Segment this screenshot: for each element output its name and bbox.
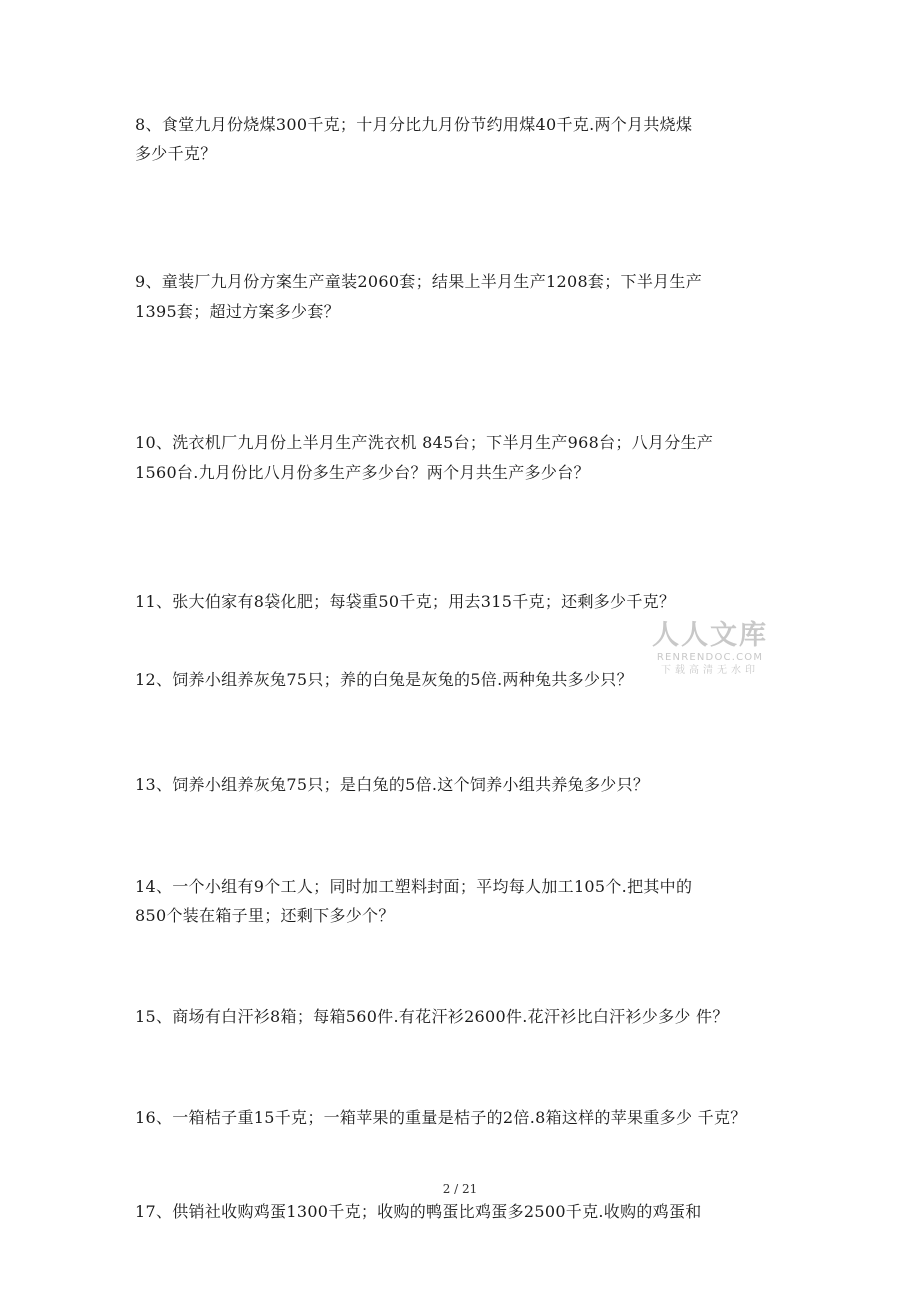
question-14-line-2: 850个装在箱子里；还剩下多少个？ bbox=[135, 906, 395, 925]
question-15-line-1: 15、商场有白汗衫8箱；每箱560件.有花汗衫2600件.花汗衫比白汗衫少多少 件？ bbox=[135, 1007, 729, 1026]
question-8-line-1: 8、食堂九月份烧煤300千克；十月分比九月份节约用煤40千克.两个月共烧煤 bbox=[135, 115, 693, 134]
question-14-line-1: 14、一个小组有9个工人；同时加工塑料封面；平均每人加工105个.把其中的 bbox=[135, 877, 693, 896]
question-9-line-1: 9、童装厂九月份方案生产童装2060套；结果上半月生产1208套；下半月生产 bbox=[135, 272, 703, 291]
question-16-line-1: 16、一箱桔子重15千克；一箱苹果的重量是桔子的2倍.8箱这样的苹果重多少 千克？ bbox=[135, 1108, 747, 1127]
watermark-logo bbox=[645, 620, 775, 677]
page-number: 2 / 21 bbox=[442, 1182, 478, 1196]
question-12-line-1: 12、饲养小组养灰兔75只；养的白兔是灰兔的5倍.两种兔共多少只？ bbox=[135, 670, 633, 689]
watermark-title: 人人文库 bbox=[652, 620, 768, 651]
question-10-line-2: 1560台.九月份比八月份多生产多少台？两个月共生产多少台？ bbox=[135, 463, 590, 482]
question-9-line-2: 1395套；超过方案多少套？ bbox=[135, 302, 340, 321]
question-13-line-1: 13、饲养小组养灰兔75只；是白兔的5倍.这个饲养小组共养兔多少只？ bbox=[135, 775, 650, 794]
question-10-line-1: 10、洗衣机厂九月份上半月生产洗衣机 845台；下半月生产968台；八月分生产 bbox=[135, 433, 714, 452]
question-11-line-1: 11、张大伯家有8袋化肥；每袋重50千克；用去315千克；还剩多少千克？ bbox=[135, 592, 676, 611]
question-17-line-1: 17、供销社收购鸡蛋1300千克；收购的鸭蛋比鸡蛋多2500千克.收购的鸡蛋和 bbox=[135, 1202, 702, 1221]
watermark-tagline: 下载高清无水印 bbox=[661, 665, 759, 676]
watermark-domain: RENRENDOC.COM bbox=[656, 652, 764, 663]
question-8-line-2: 多少千克？ bbox=[135, 144, 217, 163]
